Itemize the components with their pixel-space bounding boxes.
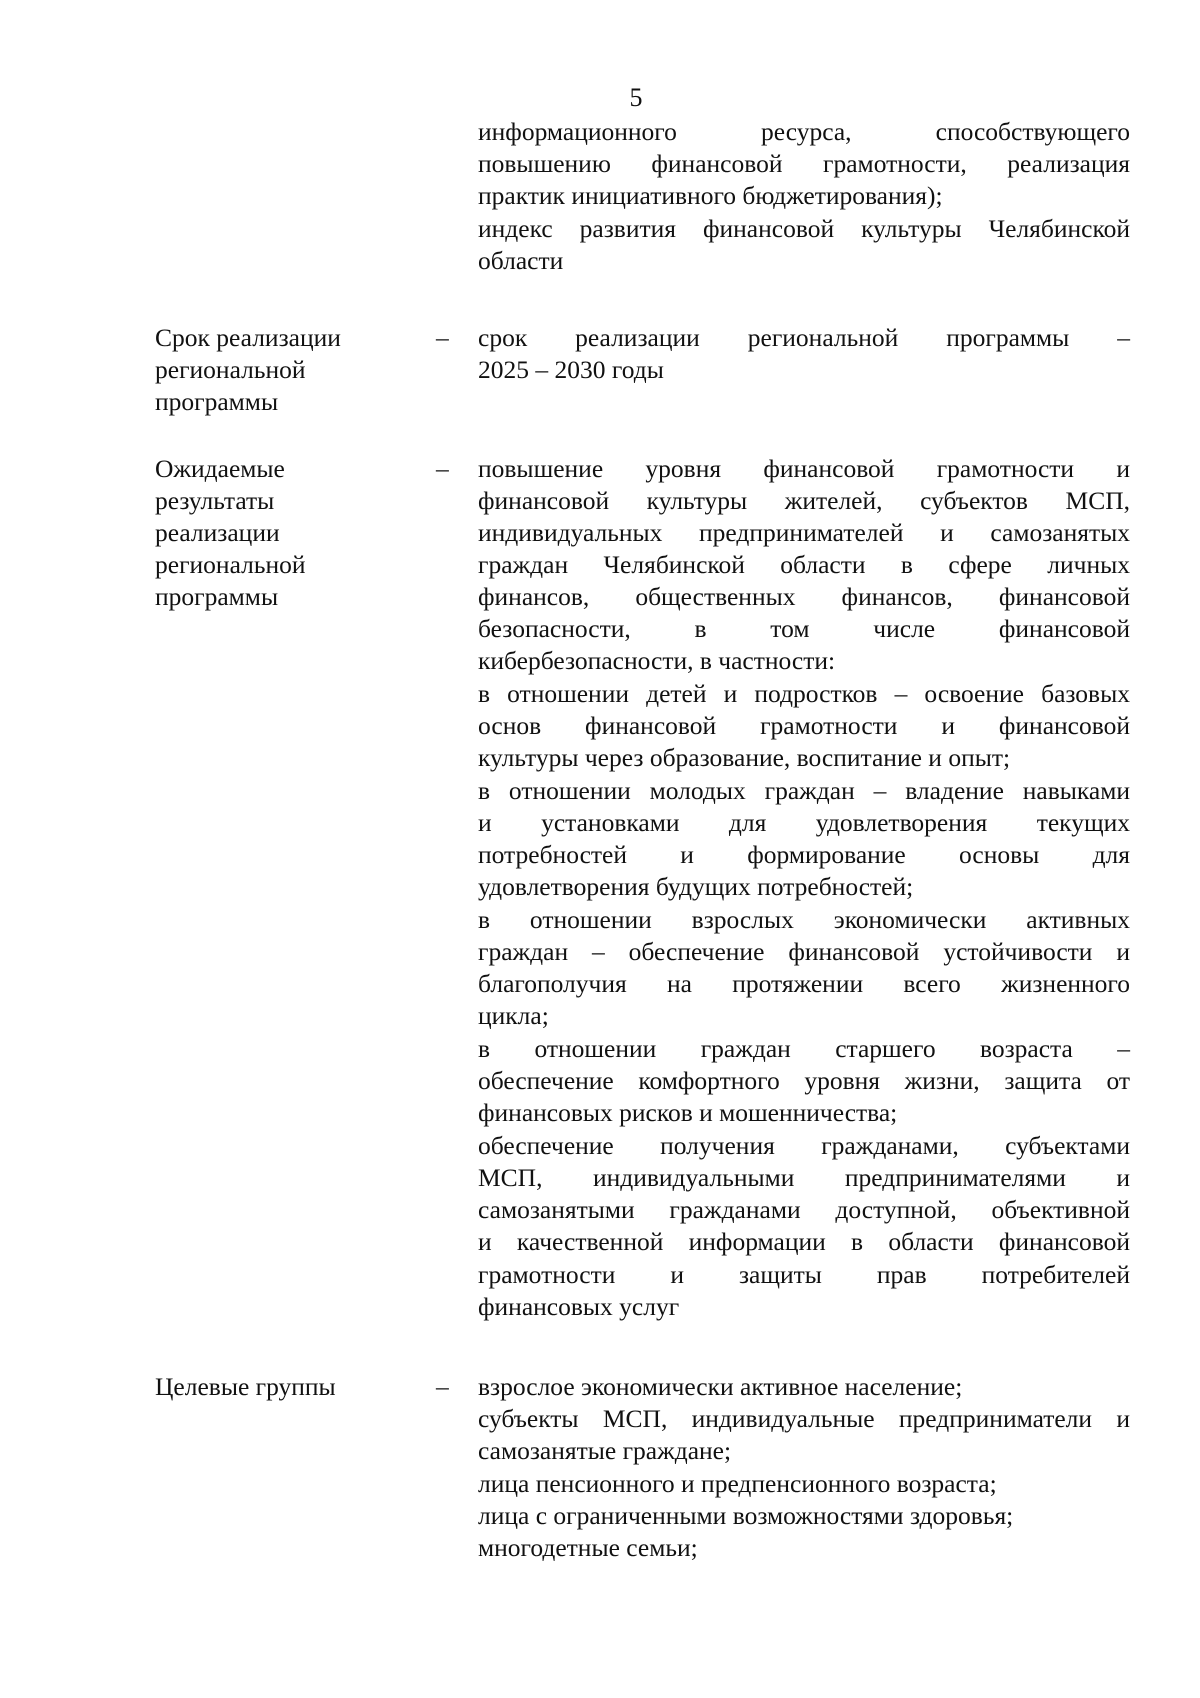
text-line: граждан – обеспечение финансовой устойчивости и bbox=[478, 937, 1130, 966]
section-label-line: Ожидаемые bbox=[155, 454, 285, 483]
text-line: потребностей и формирование основы для bbox=[478, 840, 1130, 869]
text-line: лица пенсионного и предпенсионного возраста; bbox=[478, 1469, 997, 1498]
section-label-line: Целевые группы bbox=[155, 1372, 336, 1401]
section-dash: – bbox=[436, 1372, 449, 1401]
section-label-line: региональной bbox=[155, 550, 306, 579]
section-label-line: программы bbox=[155, 387, 279, 416]
text-line: удовлетворения будущих потребностей; bbox=[478, 872, 914, 901]
text-line: самозанятые граждане; bbox=[478, 1436, 732, 1465]
text-line: МСП, индивидуальными предпринимателями и bbox=[478, 1163, 1130, 1192]
text-line: культуры через образование, воспитание и опыт; bbox=[478, 743, 1011, 772]
text-line: финансовых рисков и мошенничества; bbox=[478, 1098, 898, 1127]
text-line: повышению финансовой грамотности, реализация bbox=[478, 149, 1130, 178]
text-line: цикла; bbox=[478, 1001, 549, 1030]
text-line: в отношении детей и подростков – освоение базовых bbox=[478, 679, 1130, 708]
text-line: 2025 – 2030 годы bbox=[478, 355, 664, 384]
text-line: в отношении граждан старшего возраста – bbox=[478, 1034, 1130, 1063]
text-line: обеспечение получения гражданами, субъектами bbox=[478, 1131, 1130, 1160]
text-line: субъекты МСП, индивидуальные предприниматели и bbox=[478, 1404, 1130, 1433]
section-label-line: программы bbox=[155, 582, 279, 611]
text-line: и качественной информации в области финансовой bbox=[478, 1227, 1130, 1256]
text-line: в отношении молодых граждан – владение навыками bbox=[478, 776, 1130, 805]
text-line: взрослое экономически активное население; bbox=[478, 1372, 963, 1401]
text-line: благополучия на протяжении всего жизненного bbox=[478, 969, 1130, 998]
text-line: области bbox=[478, 246, 564, 275]
section-label-line: региональной bbox=[155, 355, 306, 384]
text-line: обеспечение комфортного уровня жизни, защита от bbox=[478, 1066, 1130, 1095]
text-line: повышение уровня финансовой грамотности и bbox=[478, 454, 1130, 483]
text-line: многодетные семьи; bbox=[478, 1533, 698, 1562]
text-line: самозанятыми гражданами доступной, объективной bbox=[478, 1195, 1130, 1224]
section-label-line: Срок реализации bbox=[155, 323, 341, 352]
text-line: грамотности и защиты прав потребителей bbox=[478, 1260, 1130, 1289]
section-dash: – bbox=[436, 323, 449, 352]
text-line: граждан Челябинской области в сфере личных bbox=[478, 550, 1130, 579]
text-line: и установками для удовлетворения текущих bbox=[478, 808, 1130, 837]
text-line: основ финансовой грамотности и финансовой bbox=[478, 711, 1130, 740]
text-line: финансов, общественных финансов, финансовой bbox=[478, 582, 1130, 611]
text-line: практик инициативного бюджетирования); bbox=[478, 181, 943, 210]
text-line: индекс развития финансовой культуры Челябинской bbox=[478, 214, 1130, 243]
section-dash: – bbox=[436, 454, 449, 483]
text-line: безопасности, в том числе финансовой bbox=[478, 614, 1130, 643]
section-label-line: результаты bbox=[155, 486, 275, 515]
text-line: кибербезопасности, в частности: bbox=[478, 646, 836, 675]
page-number: 5 bbox=[629, 83, 643, 112]
text-line: финансовой культуры жителей, субъектов МСП, bbox=[478, 486, 1130, 515]
text-line: лица с ограниченными возможностями здоровья; bbox=[478, 1501, 1014, 1530]
text-line: индивидуальных предпринимателей и самозанятых bbox=[478, 518, 1130, 547]
text-line: срок реализации региональной программы – bbox=[478, 323, 1130, 352]
text-line: информационного ресурса, способствующего bbox=[478, 117, 1130, 146]
text-line: финансовых услуг bbox=[478, 1292, 680, 1321]
section-label-line: реализации bbox=[155, 518, 280, 547]
text-line: в отношении взрослых экономически активных bbox=[478, 905, 1130, 934]
